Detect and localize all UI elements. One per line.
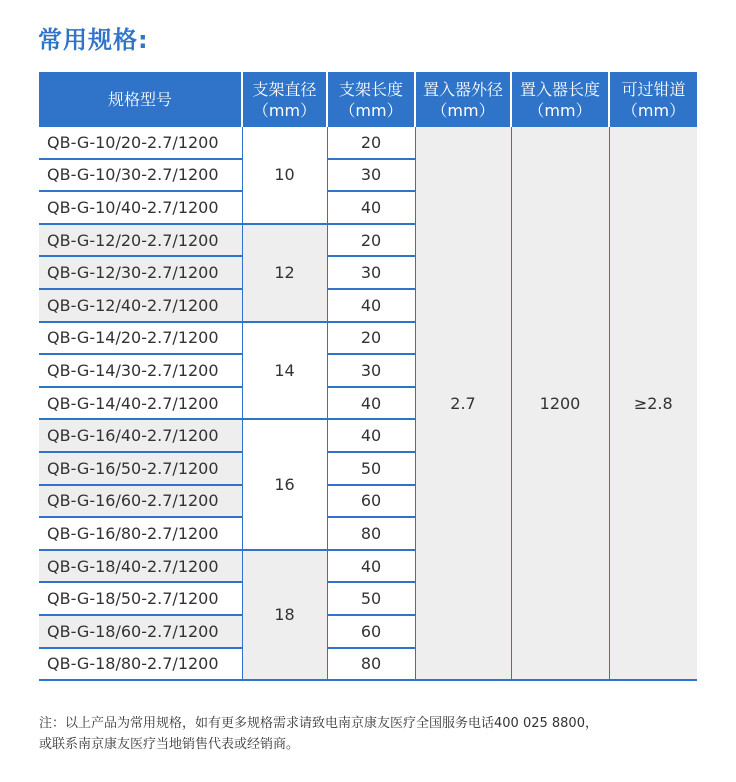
length-cell: 30 <box>327 354 415 387</box>
model-cell: QB-G-16/40-2.7/1200 <box>39 419 242 452</box>
length-cell: 50 <box>327 582 415 615</box>
model-cell: QB-G-14/30-2.7/1200 <box>39 354 242 387</box>
diameter-cell: 10 <box>242 127 327 224</box>
diameter-cell: 14 <box>242 322 327 420</box>
length-cell: 40 <box>327 550 415 583</box>
model-cell: QB-G-18/50-2.7/1200 <box>39 582 242 615</box>
length-cell: 40 <box>327 191 415 224</box>
length-cell: 60 <box>327 485 415 518</box>
length-cell: 40 <box>327 387 415 420</box>
length-cell: 20 <box>327 224 415 257</box>
delivery-length-cell: 1200 <box>511 127 609 680</box>
length-cell: 80 <box>327 517 415 550</box>
model-cell: QB-G-16/50-2.7/1200 <box>39 452 242 485</box>
header-channel: 可过钳道 （mm） <box>609 72 697 127</box>
model-cell: QB-G-10/20-2.7/1200 <box>39 127 242 159</box>
length-cell: 20 <box>327 127 415 159</box>
diameter-cell: 18 <box>242 550 327 680</box>
channel-cell: ≥2.8 <box>609 127 697 680</box>
model-cell: QB-G-10/40-2.7/1200 <box>39 191 242 224</box>
header-model: 规格型号 <box>39 72 242 127</box>
footnote <box>39 713 699 755</box>
footnote-line-1: 注：以上产品为常用规格，如有更多规格需求请致电南京康友医疗全国服务电话400 025 8800， <box>39 716 598 731</box>
model-cell: QB-G-12/20-2.7/1200 <box>39 224 242 257</box>
model-cell: QB-G-18/40-2.7/1200 <box>39 550 242 583</box>
length-cell: 60 <box>327 615 415 648</box>
length-cell: 30 <box>327 159 415 192</box>
length-cell: 80 <box>327 648 415 681</box>
model-cell: QB-G-18/60-2.7/1200 <box>39 615 242 648</box>
footnote-line-2: 或联系南京康友医疗当地销售代表或经销商。 <box>39 737 300 752</box>
model-cell: QB-G-10/30-2.7/1200 <box>39 159 242 192</box>
page-title: 常用规格: <box>38 26 149 54</box>
length-cell: 40 <box>327 419 415 452</box>
header-diameter: 支架直径 （mm） <box>242 72 327 127</box>
header-delivery-length: 置入器长度 （mm） <box>511 72 609 127</box>
model-cell: QB-G-14/20-2.7/1200 <box>39 322 242 355</box>
model-cell: QB-G-18/80-2.7/1200 <box>39 648 242 681</box>
diameter-cell: 12 <box>242 224 327 322</box>
length-cell: 20 <box>327 322 415 355</box>
header-length: 支架长度 （mm） <box>327 72 415 127</box>
diameter-cell: 16 <box>242 419 327 549</box>
length-cell: 50 <box>327 452 415 485</box>
model-cell: QB-G-12/40-2.7/1200 <box>39 289 242 322</box>
table-row <box>39 127 697 159</box>
model-cell: QB-G-16/60-2.7/1200 <box>39 485 242 518</box>
spec-table <box>39 72 697 681</box>
model-cell: QB-G-14/40-2.7/1200 <box>39 387 242 420</box>
model-cell: QB-G-12/30-2.7/1200 <box>39 256 242 289</box>
outer-diameter-cell: 2.7 <box>415 127 511 680</box>
length-cell: 40 <box>327 289 415 322</box>
model-cell: QB-G-16/80-2.7/1200 <box>39 517 242 550</box>
length-cell: 30 <box>327 256 415 289</box>
header-outer-diameter: 置入器外径 （mm） <box>415 72 511 127</box>
header-row <box>39 72 697 127</box>
